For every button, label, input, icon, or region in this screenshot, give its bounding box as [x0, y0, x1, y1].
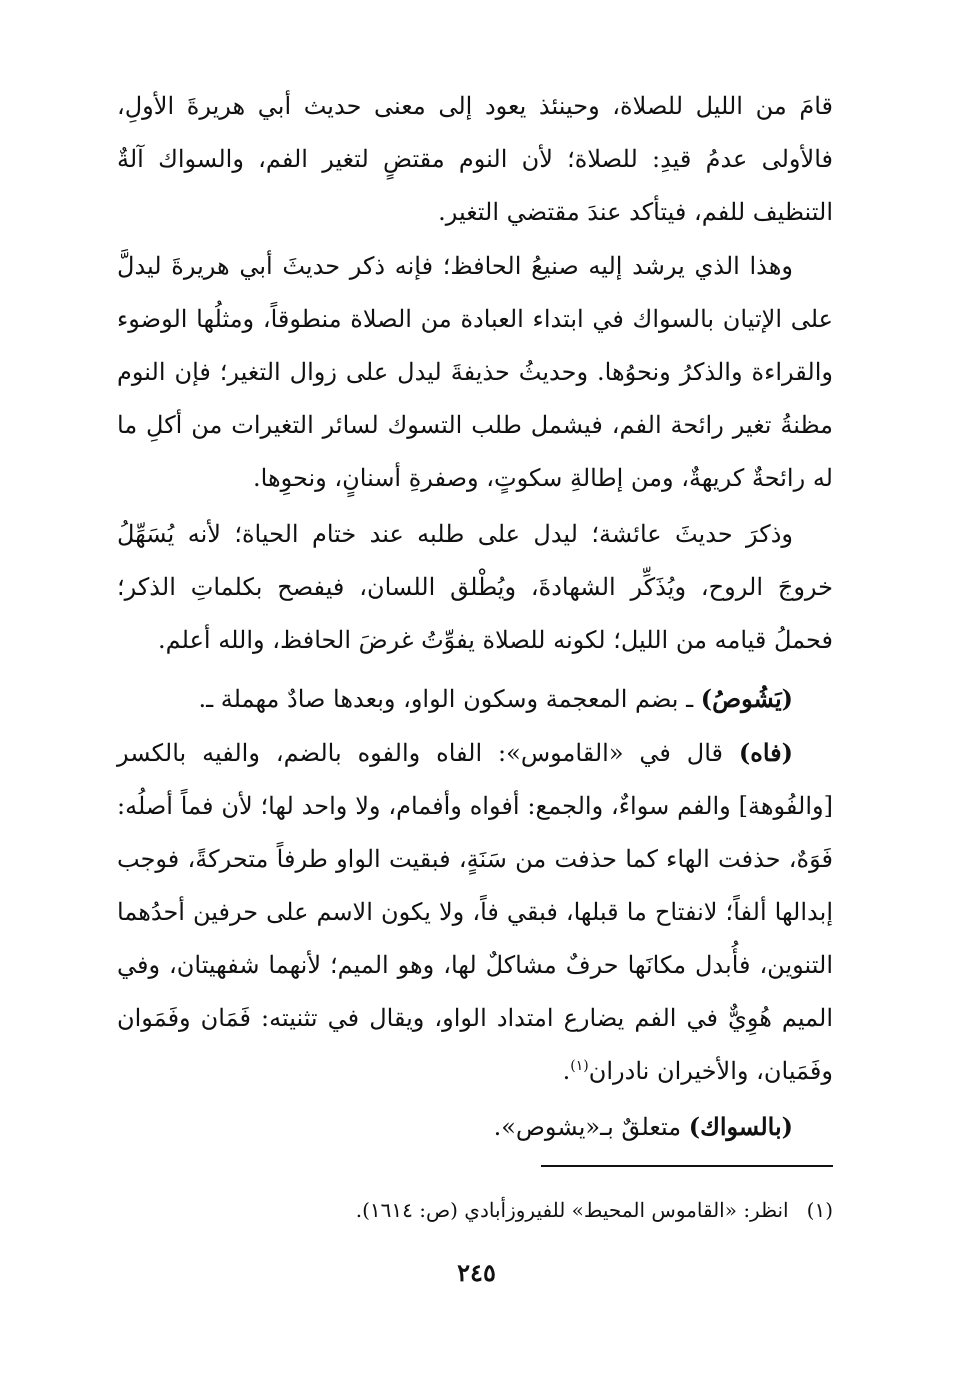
paragraph-fah: [117, 726, 833, 1098]
sentence-end: .: [562, 1057, 571, 1085]
footnote-text: انظر: «القاموس المحيط» للفيروزأبادي (ص: ١٦١٤).: [355, 1198, 789, 1222]
footnote: [117, 1190, 833, 1230]
footnote-number: (١): [806, 1198, 833, 1222]
explanation-bissiwak: متعلقٌ بـ«يشوص».: [493, 1113, 682, 1141]
paragraph-3: وذكرَ حديثَ عائشة؛ ليدل على طلبه عند ختام الحياة؛ لأنه يُسَهِّلُ خروجَ الروح، ويُذَكِّر الشهادةَ، ويُطْلق اللسان، فيفصح بكلماتِ الذكر؛ فحملُ قيامه من الليل؛ لكونه للصلاة يفوِّتُ غرضَ الحافظ، والله أعلم.: [117, 520, 833, 654]
paragraph-yashusu: [117, 672, 833, 726]
paragraph-1: قامَ من الليل للصلاة، وحينئذ يعود إلى معنى حديث أبي هريرةَ الأولِ، فالأولى عدمُ قيدِ: للصلاة؛ لأن النوم مقتضٍ لتغير الفم، والسواك آلةٌ التنظيف للفم، فيتأكد عندَ مقتضي التغير.: [117, 92, 833, 226]
paragraph-bissiwak: [117, 1100, 833, 1154]
paragraph-2: وهذا الذي يرشد إليه صنيعُ الحافظ؛ فإنه ذكر حديثَ أبي هريرةَ ليدلَّ على الإتيان بالسواك في ابتداء العبادة من الصلاة منطوقاً، ومثلُها الوضوء والقراءة والذكرُ ونحوُها. وحديثُ حذيفةَ ليدل على زوال التغير؛ فإن النوم مظنةُ تغير رائحة الفم، فيشمل طلب التسوك لسائر التغيرات من أكلِ ما له رائحةٌ كريهةٌ، ومن إطالةِ سكوتٍ، وصفرةِ أسنانٍ، ونحوِها.: [117, 252, 833, 492]
explanation-yashusu: ـ بضم المعجمة وسكون الواو، وبعدها صادٌ مهملة ـ.: [198, 685, 694, 713]
term-yashusu: (يَشُوصُ): [700, 684, 793, 713]
footnote-reference[interactable]: (١): [570, 1058, 589, 1074]
explanation-fah: قال في «القاموس»: الفاه والفوه بالضم، والفيه بالكسر [والفُوهة] والفم سواءٌ، والجمع: أفواه وأفمام، ولا واحد لها؛ لأن فماً أصلُه: فَوَهٌ، حذفت الهاء كما حذفت من سَنَةٍ، فبقيت الواو طرفاً متحركةً، فوجب إبدالها ألفاً؛ لانفتاح ما قبلها، فبقي فاً، ولا يكون الاسم على حرفين أحدُهما التنوين، فأُبدل مكانَها حرفٌ مشاكلٌ لها، وهو الميم؛ لأنهما شفهيتان، وفي الميم هُوِيٌّ في الفم يضارع امتداد الواو، ويقال في تثنيته: فَمَان وفَمَوان وفَمَيان، والأخيران نادران: [117, 739, 833, 1085]
page-number: ٢٤٥: [457, 1258, 496, 1287]
footnote-divider: [541, 1165, 833, 1167]
term-fah: (فاه): [738, 738, 793, 767]
term-bissiwak: (بالسواك): [688, 1112, 793, 1141]
